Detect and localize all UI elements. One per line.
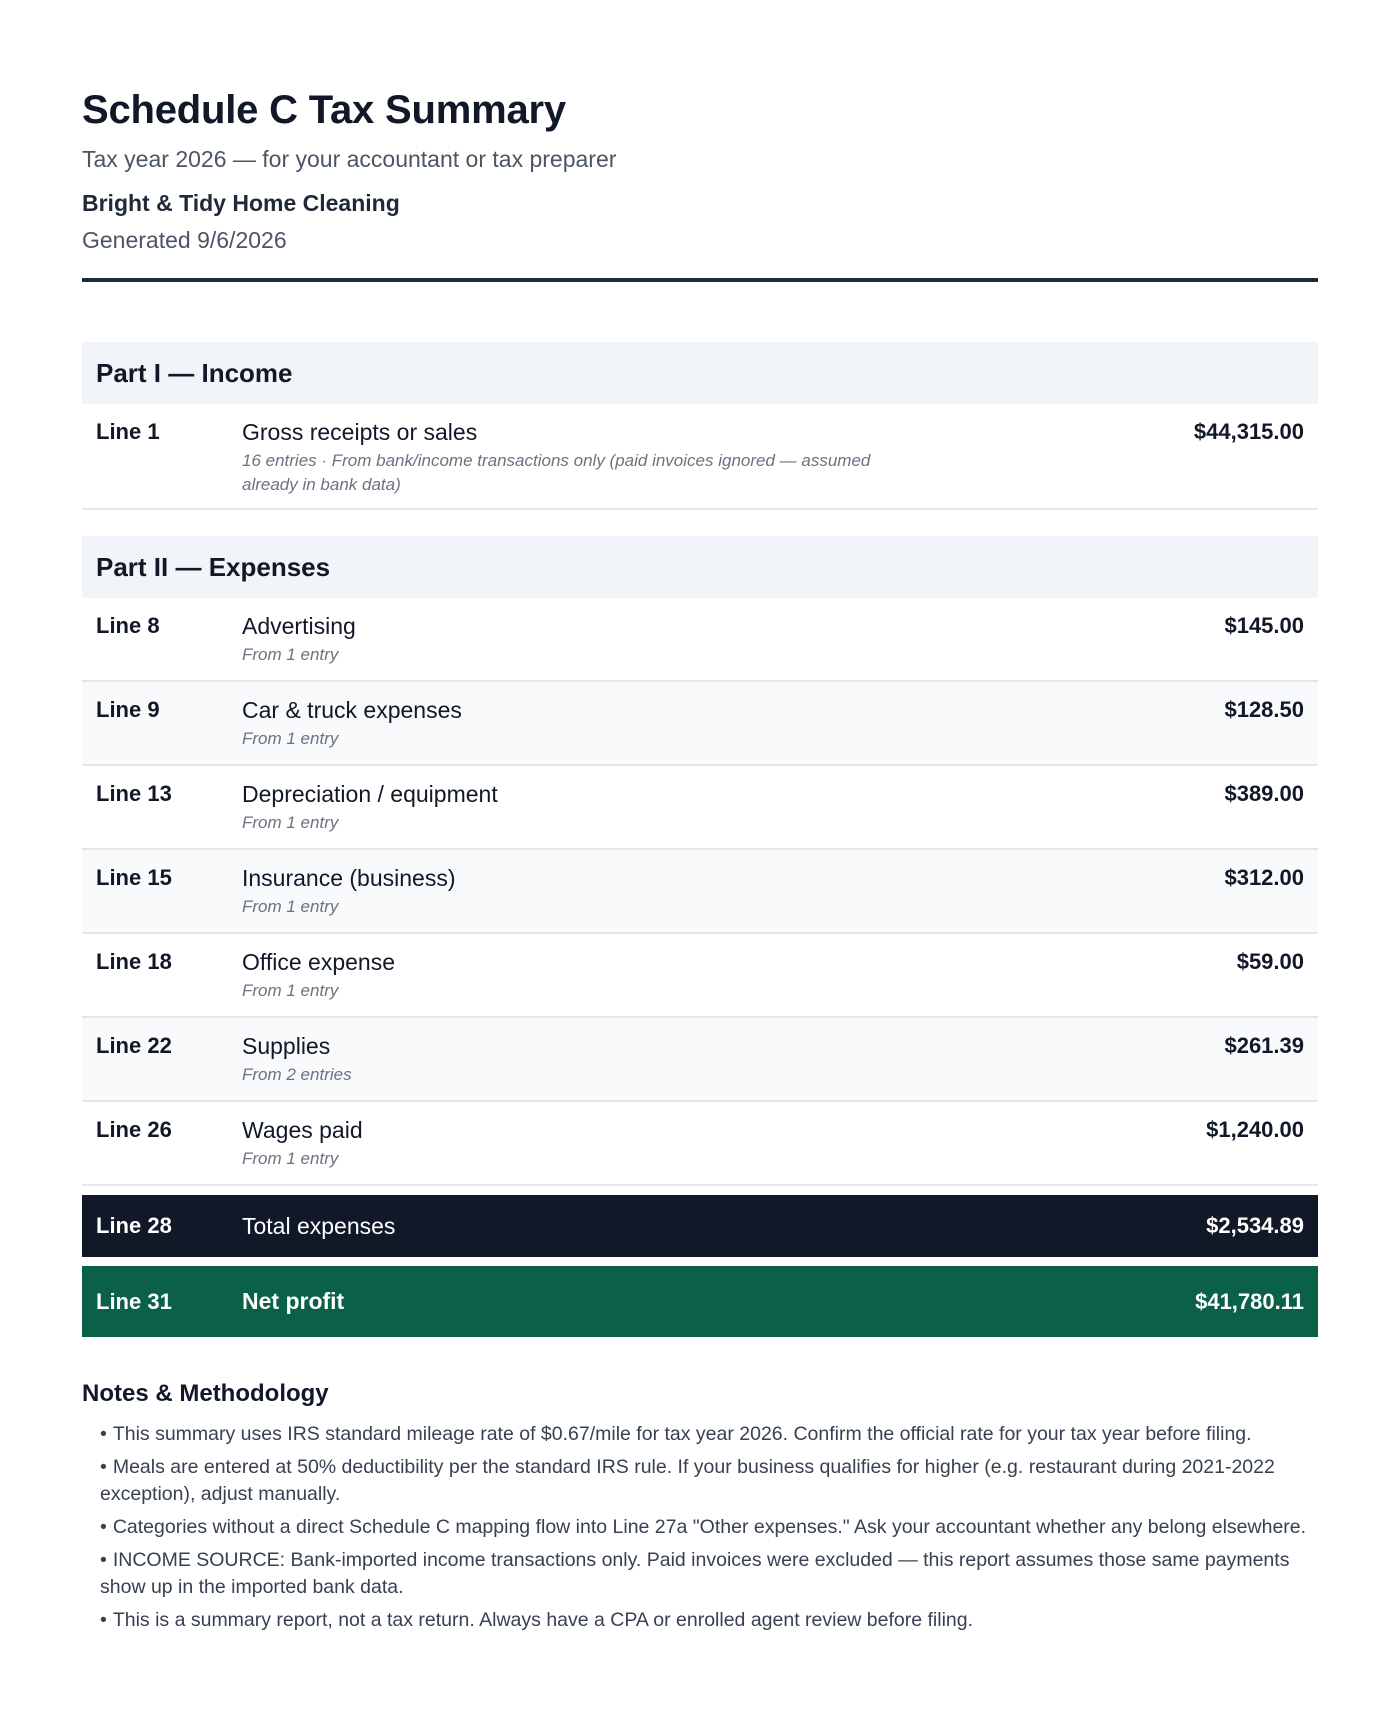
generated-date: Generated 9/6/2026 (82, 227, 287, 253)
line-description (242, 948, 1084, 1003)
note-text: INCOME SOURCE: Bank-imported income transactions only. Paid invoices were excluded — this report assumes those same payments show up in the imported bank data. (100, 1549, 1290, 1598)
bullet: • (100, 1456, 107, 1478)
income-row-line-1 (82, 404, 1318, 510)
line-description (242, 780, 1084, 835)
line-number: Line 1 (96, 419, 160, 444)
line-amount: $312.00 (1224, 865, 1304, 890)
line-number: Line 18 (96, 949, 172, 974)
bullet: • (100, 1516, 107, 1538)
expense-row (82, 682, 1318, 766)
page-title: Schedule C Tax Summary (82, 88, 566, 132)
line-description (242, 612, 1084, 667)
note-text: This summary uses IRS standard mileage rate of $0.67/mile for tax year 2026. Confirm the official rate for your tax year before filing. (112, 1423, 1252, 1445)
line-number: Line 13 (96, 781, 172, 806)
line-description (242, 864, 1084, 919)
note-text: This is a summary report, not a tax return. Always have a CPA or enrolled agent review before filing. (112, 1609, 974, 1631)
section-expenses-header: Part II — Expenses (82, 536, 1318, 598)
line-number: Line 28 (96, 1213, 172, 1238)
line-amount: $128.50 (1224, 697, 1304, 722)
expense-row (82, 934, 1318, 1018)
line-amount: $389.00 (1224, 781, 1304, 806)
line-label: Car & truck expenses (242, 697, 462, 723)
expense-row (82, 1018, 1318, 1102)
note-item (100, 1454, 1318, 1508)
line-amount: $145.00 (1224, 613, 1304, 638)
line-description (242, 696, 1084, 751)
note-text: Categories without a direct Schedule C mapping flow into Line 27a "Other expenses." Ask your accountant whether any belong elsewhere. (112, 1516, 1307, 1538)
expense-row (82, 1102, 1318, 1186)
net-profit-amount: $41,780.11 (1195, 1288, 1304, 1314)
line-label: Insurance (business) (242, 865, 456, 891)
expense-row (82, 766, 1318, 850)
total-expenses-row (82, 1195, 1318, 1257)
line-amount: $59.00 (1236, 949, 1304, 974)
bullet: • (100, 1609, 107, 1631)
header-divider (82, 278, 1318, 282)
line-note: From 1 entry (242, 729, 339, 748)
note-item (100, 1421, 1318, 1448)
line-note: From 1 entry (242, 645, 339, 664)
line-amount: $261.39 (1224, 1033, 1304, 1058)
line-label: Supplies (242, 1033, 331, 1059)
line-label: Wages paid (242, 1117, 363, 1143)
note-item (100, 1547, 1318, 1601)
line-amount: $44,315.00 (1193, 419, 1304, 444)
line-label: Depreciation / equipment (242, 781, 498, 807)
line-number: Line 22 (96, 1033, 172, 1058)
note-text: Meals are entered at 50% deductibility per the standard IRS rule. If your business qualifies for higher (e.g. restaurant during 2021-2022 exception), adjust manually. (100, 1456, 1275, 1505)
line-number: Line 15 (96, 865, 172, 890)
note-item (100, 1514, 1318, 1541)
expense-row (82, 598, 1318, 682)
line-description (242, 1032, 1084, 1087)
net-profit-label: Net profit (242, 1288, 345, 1314)
net-profit-row (82, 1266, 1318, 1337)
line-label: Gross receipts or sales (242, 419, 478, 445)
line-note: From 1 entry (242, 1149, 339, 1168)
line-number: Line 26 (96, 1117, 172, 1142)
section-income-header: Part I — Income (82, 342, 1318, 404)
line-description (242, 1116, 1084, 1171)
total-expenses-label: Total expenses (242, 1212, 396, 1239)
line-note: From 1 entry (242, 813, 339, 832)
line-number: Line 8 (96, 613, 160, 638)
total-expenses-amount: $2,534.89 (1206, 1213, 1304, 1238)
line-label: Advertising (242, 613, 356, 639)
page-subtitle: Tax year 2026 — for your accountant or tax preparer (82, 146, 617, 172)
line-note: From 1 entry (242, 897, 339, 916)
line-description (242, 418, 1084, 497)
bullet: • (100, 1549, 107, 1571)
notes-list (82, 1421, 1318, 1634)
line-amount: $1,240.00 (1206, 1117, 1304, 1142)
line-number: Line 9 (96, 697, 160, 722)
note-item (100, 1607, 1318, 1634)
line-note: From 1 entry (242, 981, 339, 1000)
line-number: Line 31 (96, 1288, 172, 1314)
business-name: Bright & Tidy Home Cleaning (82, 190, 400, 216)
expense-row (82, 850, 1318, 934)
notes-title: Notes & Methodology (82, 1380, 329, 1407)
line-label: Office expense (242, 949, 396, 975)
bullet: • (100, 1423, 107, 1445)
line-note: 16 entries · From bank/income transactions only (paid invoices ignored — assumed already in bank data) (242, 451, 871, 494)
line-note: From 2 entries (242, 1065, 352, 1084)
